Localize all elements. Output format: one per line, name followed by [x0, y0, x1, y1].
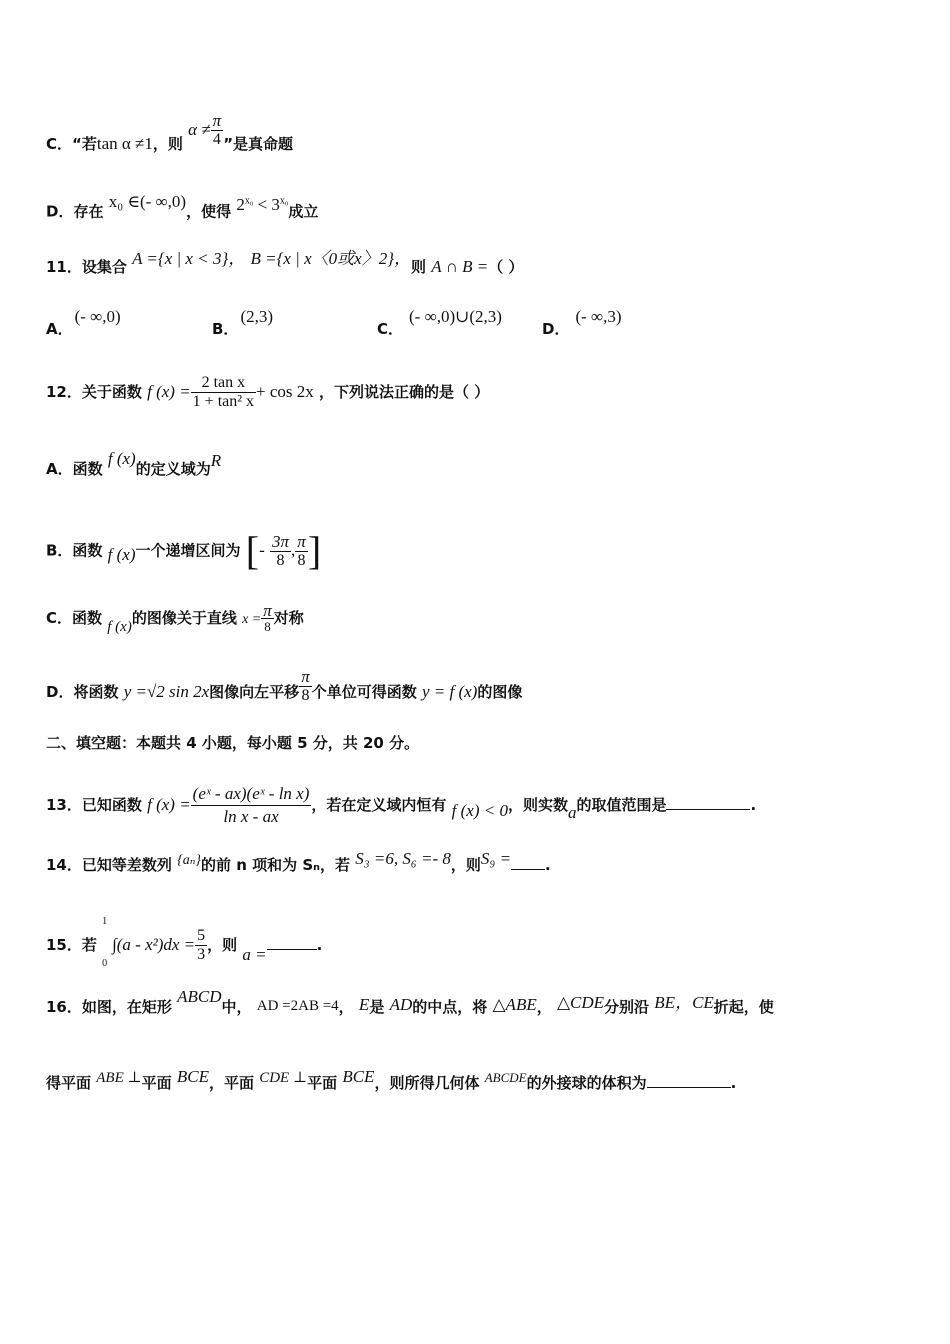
text: 的图像关于直线 [131, 609, 237, 627]
numerator: π [297, 531, 306, 551]
q15 [46, 915, 323, 969]
q16-line1 [46, 987, 774, 1018]
denominator: 8 [299, 686, 312, 705]
exponent: x₀ [244, 195, 254, 206]
option-label: D． [542, 320, 570, 338]
period: . [730, 1074, 737, 1092]
option-label: A． [46, 320, 73, 338]
exponent: x₀ [279, 195, 289, 206]
answer-blank[interactable] [666, 795, 750, 810]
numerator: π [301, 667, 310, 686]
right-bracket: ] [307, 528, 322, 573]
text: 的外接球的体积为 [526, 1074, 647, 1092]
minus: - [259, 540, 265, 560]
math-plane-abe: ABE ⊥ [96, 1070, 142, 1086]
math-alpha: α ≠ [188, 120, 211, 139]
q12-stem [46, 374, 489, 411]
math-condition: S₃ =6, S₆ =- 8 [355, 849, 451, 868]
option-label: C．函数 [46, 609, 103, 627]
math-x0: x₀ ∈(- ∞,0) [108, 191, 187, 211]
q11-stem [46, 249, 524, 277]
math-r: R [210, 451, 222, 470]
q11-option-b [212, 307, 274, 338]
text: ，若在定义域内恒有 [311, 796, 447, 814]
math-fx: f (x) [107, 449, 136, 468]
text: 一个递增区间为 [135, 541, 241, 560]
math-intersection: A ∩ B = [431, 257, 489, 276]
option-label: D． [46, 202, 74, 221]
q10-option-c [46, 111, 294, 163]
numerator: π [263, 601, 272, 620]
option-label: D．将函数 [46, 683, 119, 701]
fraction-5-3 [195, 927, 207, 964]
fraction-pi-8 [299, 668, 312, 705]
option-label: C． [377, 320, 404, 338]
text: 的取值范围是 [576, 796, 667, 814]
math-sequence: {aₙ} [177, 853, 201, 868]
text: 中， [221, 998, 252, 1016]
lower-limit: 0 [102, 957, 108, 969]
option-value: (- ∞,3) [575, 307, 622, 326]
period: . [316, 936, 323, 954]
text: 成立 [288, 202, 319, 221]
math-ad: AD [389, 995, 413, 1014]
math-set-b: B ={x | x〈0或x〉2}， [250, 249, 411, 268]
fraction-pi-4 [211, 112, 224, 149]
left-bracket: [ [245, 528, 260, 573]
q12-option-a [46, 449, 222, 479]
text: “若 [72, 135, 97, 153]
math-plane-bce: BCE [176, 1067, 209, 1086]
denominator: 1 + tan² x [192, 393, 255, 410]
fraction-pi-8 [295, 533, 308, 570]
period: . [545, 856, 551, 874]
text: 的图像 [477, 683, 523, 701]
q14 [46, 849, 551, 877]
text: 平面 [141, 1074, 172, 1092]
math-triangle-abe: △ABE [492, 995, 537, 1014]
math-cos: + cos 2x [256, 382, 314, 401]
text: ”是真命题 [223, 135, 294, 153]
text: 存在 [73, 202, 104, 221]
text: 15．若 [46, 936, 97, 954]
text: 图像向左平移 [209, 683, 300, 701]
text: 得平面 [46, 1074, 92, 1092]
denominator: 8 [295, 551, 308, 570]
text: ，则 [207, 936, 238, 954]
text: 13．已知函数 [46, 796, 142, 814]
answer-blank[interactable] [267, 935, 317, 950]
math-edges: BE，CE [654, 993, 714, 1012]
answer-blank[interactable] [647, 1073, 731, 1088]
fraction-pi-8 [261, 603, 274, 634]
q11-option-a [46, 307, 121, 338]
denominator: ln x - ax [191, 805, 312, 828]
text: 平面 [307, 1074, 338, 1092]
numerator: 5 [197, 927, 206, 944]
section-title: 二、填空题：本题共 4 小题，每小题 5 分，共 20 分。 [46, 734, 420, 752]
text: ， [338, 998, 354, 1016]
math-a: a [567, 803, 577, 822]
text: 12．关于函数 [46, 383, 142, 401]
numerator: π [212, 111, 222, 130]
text: 的定义域为 [135, 460, 211, 478]
math-inequality [236, 195, 288, 214]
option-label: C． [46, 135, 73, 153]
text: 16．如图，在矩形 [46, 998, 172, 1016]
option-label: B．函数 [46, 541, 103, 560]
q12-option-c [46, 603, 304, 634]
denominator: 3 [197, 946, 206, 963]
math-condition: f (x) < 0 [451, 801, 508, 820]
text: ，平面 [208, 1074, 254, 1092]
math-fx: f (x) = [147, 382, 191, 401]
period: . [750, 796, 757, 814]
text: 是 [369, 998, 385, 1016]
integral-limits [102, 915, 112, 969]
denominator: 8 [270, 551, 291, 570]
q10-option-d [46, 191, 319, 222]
text: 14．已知等差数列 [46, 856, 172, 874]
text: ，则所得几何体 [374, 1074, 480, 1092]
denominator: 8 [261, 618, 274, 634]
text: 的中点，将 [412, 998, 488, 1016]
math-abcde: ABCDE [484, 1070, 527, 1085]
text: ， [536, 998, 552, 1016]
q16-line2 [46, 1067, 737, 1094]
fraction-3pi-8 [270, 533, 291, 570]
text: 个单位可得函数 [311, 683, 417, 701]
q11-option-d [542, 307, 622, 338]
math-plane-bce: BCE [342, 1067, 375, 1086]
math-triangle-cde: △CDE [556, 993, 605, 1012]
option-label: B． [212, 320, 239, 338]
q13 [46, 783, 756, 828]
text: 对称 [273, 609, 304, 627]
option-value: (- ∞,0) [74, 307, 121, 326]
math-y-sin: y =√2 sin 2x [123, 682, 210, 701]
text: 11．设集合 [46, 258, 127, 276]
math-set-a: A ={x | x < 3}， [132, 249, 246, 268]
comma: , [291, 540, 296, 560]
answer-blank[interactable] [511, 855, 545, 870]
math-a: a = [242, 945, 267, 964]
q11-option-c [377, 307, 502, 338]
text: 分别沿 [604, 998, 650, 1016]
math-abcd: ABCD [177, 987, 222, 1006]
upper-limit: 1 [102, 915, 108, 927]
fraction-tan [191, 374, 256, 411]
text: ，使得 [186, 202, 232, 221]
math-tan: tan α ≠1 [96, 134, 153, 153]
math-integral: ∫(a - x²)dx = [112, 935, 196, 954]
fraction-exp [191, 783, 312, 828]
text: 的前 n 项和为 Sₙ，若 [200, 856, 350, 874]
numerator: (eˣ - ax)(eˣ - ln x) [192, 784, 310, 803]
option-value: (- ∞,0)∪(2,3) [409, 307, 502, 326]
option-value: (2,3) [240, 307, 274, 326]
math-x: x = [242, 612, 262, 627]
text: 则 [411, 258, 427, 276]
math-s9: S₉ = [480, 849, 512, 868]
denominator: 4 [211, 130, 224, 149]
text: ，则实数 [507, 796, 568, 814]
option-label: A．函数 [46, 460, 103, 478]
math-fx: f (x) = [147, 795, 191, 814]
base: 2 [236, 194, 245, 214]
numerator: 3π [272, 531, 290, 551]
text: ，则 [152, 135, 183, 153]
math-y-fx: y = f (x) [421, 682, 478, 701]
text: ，则 [450, 856, 481, 874]
math-e: E [358, 995, 370, 1014]
math-fx: f (x) [107, 619, 132, 635]
answer-paren: （ ） [488, 258, 524, 276]
math-fx: f (x) [107, 544, 136, 564]
text: 折起，使 [713, 998, 774, 1016]
text: ，下列说法正确的是（ ） [319, 383, 490, 401]
numerator: 2 tan x [201, 374, 246, 391]
math-plane-cde: CDE ⊥ [259, 1070, 308, 1086]
q12-option-d [46, 667, 523, 711]
math-condition: AD =2AB =4 [256, 998, 339, 1014]
q12-option-b [46, 528, 322, 573]
mid: < 3 [253, 194, 280, 214]
